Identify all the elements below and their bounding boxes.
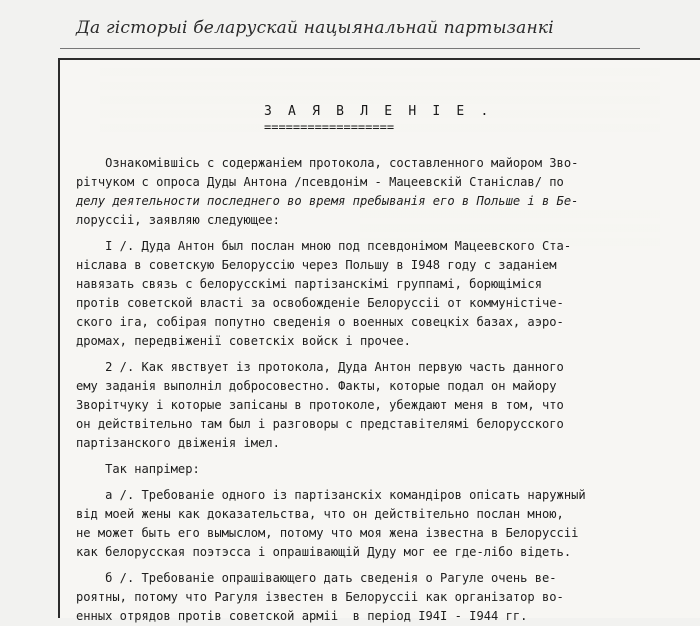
body-line: дромах, передвіженії советскіх войск і прочее. <box>76 334 411 348</box>
body-line: ніслава в советскую Белоруссію через Польшу в I948 году с заданіем <box>76 258 557 272</box>
body-line: роятны, потому что Рагуля ізвестен в Белоруссіі как організатор во- <box>76 590 564 604</box>
body-line: он действітельно там был і разговоры с представітелямі белорусского <box>76 417 564 431</box>
body-line: Зворітчуку і которые запісаны в протоколе, убеждают меня в том, что <box>76 398 564 412</box>
header-title: Да гісторыі беларускай нацыянальнай партызанкі <box>76 18 554 38</box>
body-line: рітчуком с опроса Дуды Антона /псевдонім - Мацеевскій Станіслав/ по <box>76 175 564 189</box>
body-line: не может быть его вымыслом, потому что моя жена ізвестна в Белоруссіі <box>76 526 579 540</box>
body-line: навязать связь с белорусскімі партізанскімі группамі, борющіміся <box>76 277 542 291</box>
body-line: Ознакомівшісь с содержаніем протокола, составленного майором Зво- <box>76 156 579 170</box>
body-line: лоруссіі, заявляю следующее: <box>76 213 280 227</box>
body-line: від моей жены как доказательства, что он действітельно послан мною, <box>76 507 564 521</box>
body-line: ского іга, собірая попутно сведенія о военных совецкіх базах, аэро- <box>76 315 564 329</box>
body-line: б /. Требованіе опрашівающего дать сведенія о Рагуле очень ве- <box>76 571 557 585</box>
body-line: протів советской власті за освобожденіе Белоруссіі от коммуністіче- <box>76 296 564 310</box>
body-line: I /. Дуда Антон был послан мною под псевдонімом Мацеевского Ста- <box>76 239 572 253</box>
document-title-underline: ================== <box>264 120 395 134</box>
body-line: енных отрядов протів советской арміі в період I94I - I944 гг. <box>76 609 528 623</box>
body-line: делу деятельности последнего во время пребыванія его в Польше і в Бе- <box>76 194 579 208</box>
document-page <box>58 58 700 623</box>
document-title: З А Я В Л Е Н І Е . <box>264 104 493 119</box>
body-line: Так напрімер: <box>76 462 200 476</box>
page-header <box>60 12 640 49</box>
body-line: а /. Требованіе одного із партізанскіх командіров опісать наружный <box>76 488 586 502</box>
body-line: ему заданія выполніл добросовестно. Факты, которые подал он майору <box>76 379 557 393</box>
body-line: партізанского двіженія імел. <box>76 436 280 450</box>
body-line: 2 /. Как явствует із протокола, Дуда Антон первую часть данного <box>76 360 564 374</box>
body-line: как белорусская поэтэсса і опрашівающій Дуду мог ее где-лібо відеть. <box>76 545 572 559</box>
